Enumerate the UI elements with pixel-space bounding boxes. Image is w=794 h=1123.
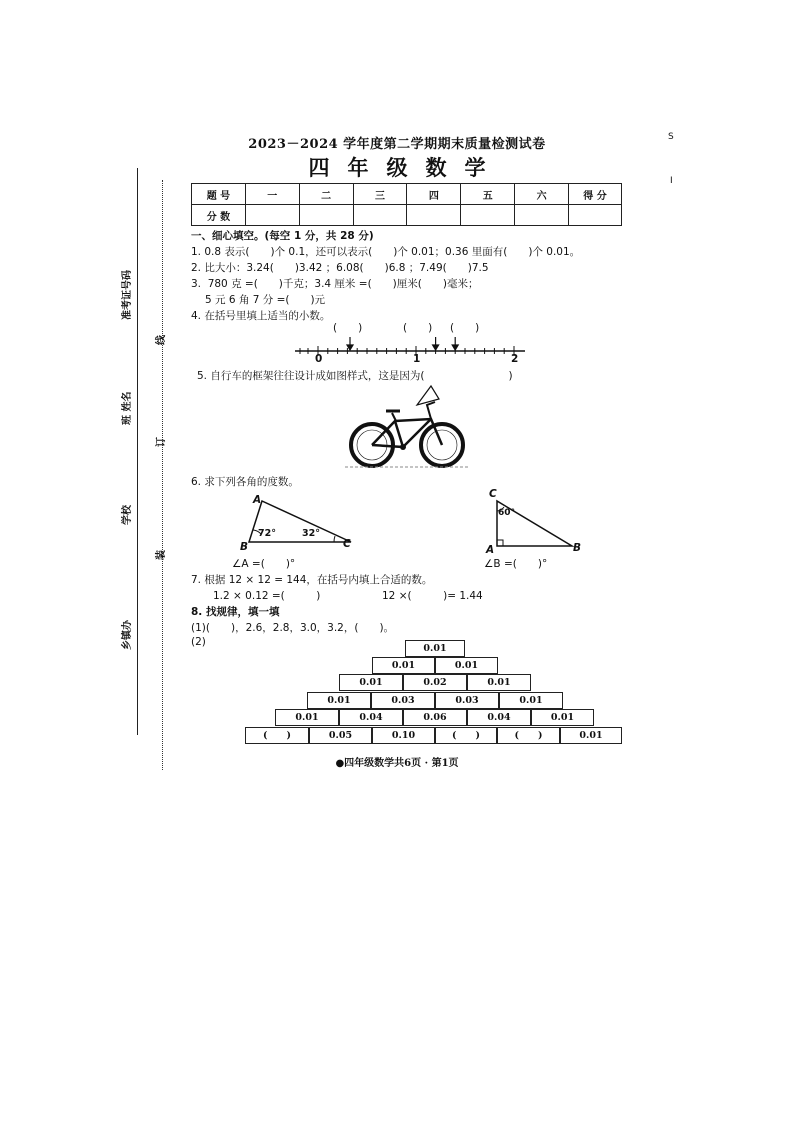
angle-label: 32° — [302, 528, 320, 539]
triangle-abc-2 — [490, 496, 580, 552]
score-cell[interactable] — [245, 205, 299, 226]
question-7b: 12 ×( )= 1.44 — [382, 590, 483, 602]
pyramid-cell: 0.04 — [339, 709, 403, 726]
vertex-label: B — [573, 542, 582, 554]
corner-mark: S — [668, 132, 674, 142]
question-7a: 1.2 × 0.12 =( ) — [213, 590, 321, 602]
vertex-label: A — [253, 494, 262, 506]
cut-line — [162, 180, 163, 770]
question-2: 2. 比大小：3.24( )3.42 ；6.08( )6.8 ；7.49( )7.5 — [191, 262, 489, 274]
tick-label: 1 — [413, 353, 421, 365]
pyramid-cell: 0.01 — [275, 709, 339, 726]
score-cell[interactable] — [515, 205, 569, 226]
pyramid-cell: 0.01 — [467, 674, 531, 691]
score-header-cell: 一 — [245, 184, 299, 205]
number-line-blank[interactable]: ( ) — [333, 322, 363, 334]
angle-label: 72° — [258, 528, 276, 539]
question-8: 8. 找规律，填一填 — [191, 606, 280, 618]
pyramid-cell: 0.03 — [371, 692, 435, 709]
question-4: 4. 在括号里填上适当的小数。 — [191, 310, 331, 322]
class-name-label: 班 姓名 — [122, 391, 133, 425]
angle-b-answer: ∠B =( )° — [484, 558, 548, 570]
pyramid-cell: 0.01 — [307, 692, 371, 709]
pyramid-cell: 0.01 — [560, 727, 622, 744]
number-line-blank[interactable]: ( ) — [450, 322, 480, 334]
number-line-blank[interactable]: ( ) — [403, 322, 433, 334]
pyramid-cell: 0.10 — [372, 727, 435, 744]
page-footer: ●四年级数学共6页 · 第1页 — [335, 758, 459, 769]
pyramid-cell: 0.01 — [499, 692, 563, 709]
pyramid-cell: 0.01 — [372, 657, 435, 674]
vertex-label: C — [343, 538, 351, 550]
town-label: 乡镇办 — [122, 620, 133, 650]
score-cell[interactable] — [569, 205, 622, 226]
question-3: 3. 780 克 =( )千克；3.4 厘米 =( )厘米( )毫米； — [191, 278, 479, 290]
question-7: 7. 根据 12 × 12 = 144，在括号内填上合适的数。 — [191, 574, 433, 586]
margin-rule — [137, 168, 138, 735]
angle-label: 60° — [498, 508, 516, 518]
zhuang-label: 装 — [156, 550, 167, 560]
pyramid-cell: 0.05 — [309, 727, 372, 744]
score-row-label: 分 数 — [192, 205, 246, 226]
question-5: 5. 自行车的框架往往设计成如图样式，这是因为( ) — [197, 370, 513, 382]
score-cell[interactable] — [407, 205, 461, 226]
section-heading: 一、细心填空。(每空 1 分，共 28 分) — [191, 230, 374, 242]
angle-a-answer: ∠A =( )° — [232, 558, 296, 570]
question-8-2: (2) — [191, 636, 206, 648]
pyramid-blank-cell[interactable]: ( ) — [245, 727, 309, 744]
score-cell[interactable] — [299, 205, 353, 226]
pyramid-cell: 0.06 — [403, 709, 467, 726]
score-header-cell: 五 — [461, 184, 515, 205]
pyramid-cell: 0.01 — [531, 709, 594, 726]
score-header-cell: 二 — [299, 184, 353, 205]
score-table — [191, 183, 622, 226]
score-cell[interactable] — [461, 205, 515, 226]
exam-title: 2023－2024 学年度第二学期期末质量检测试卷 — [248, 137, 546, 152]
pyramid-cell: 0.01 — [435, 657, 498, 674]
score-header-cell: 题 号 — [192, 184, 246, 205]
bicycle-image — [345, 383, 470, 471]
line-label: 线 — [156, 335, 167, 345]
vertex-label: A — [486, 544, 495, 556]
question-3-money: 5 元 6 角 7 分 =( )元 — [205, 294, 326, 306]
score-header-cell: 三 — [353, 184, 407, 205]
score-header-cell: 六 — [515, 184, 569, 205]
score-header-cell: 四 — [407, 184, 461, 205]
pyramid-cell: 0.01 — [339, 674, 403, 691]
pyramid-cell: 0.01 — [405, 640, 465, 657]
vertex-label: B — [240, 541, 249, 553]
pyramid-cell: 0.02 — [403, 674, 467, 691]
score-header-cell: 得 分 — [569, 184, 622, 205]
ding-label: 订 — [156, 437, 167, 447]
exam-number-label: 准考证号码 — [122, 270, 133, 320]
pyramid-cell: 0.03 — [435, 692, 499, 709]
pyramid-cell: 0.04 — [467, 709, 531, 726]
subject-title: 四年级数学 — [308, 155, 504, 180]
school-label: 学校 — [122, 505, 133, 525]
question-6: 6. 求下列各角的度数。 — [191, 476, 299, 488]
pyramid-blank-cell[interactable]: ( ) — [435, 727, 497, 744]
corner-mark: I — [670, 176, 673, 186]
question-1: 1. 0.8 表示( )个 0.1，还可以表示( )个 0.01；0.36 里面有( )个 0.01。 — [191, 246, 581, 258]
question-8-1: (1)( )，2.6，2.8，3.0，3.2，( )。 — [191, 622, 395, 634]
number-line — [290, 334, 530, 368]
score-cell[interactable] — [353, 205, 407, 226]
pyramid-blank-cell[interactable]: ( ) — [497, 727, 560, 744]
tick-label: 2 — [511, 353, 519, 365]
tick-label: 0 — [315, 353, 323, 365]
vertex-label: C — [489, 488, 497, 500]
